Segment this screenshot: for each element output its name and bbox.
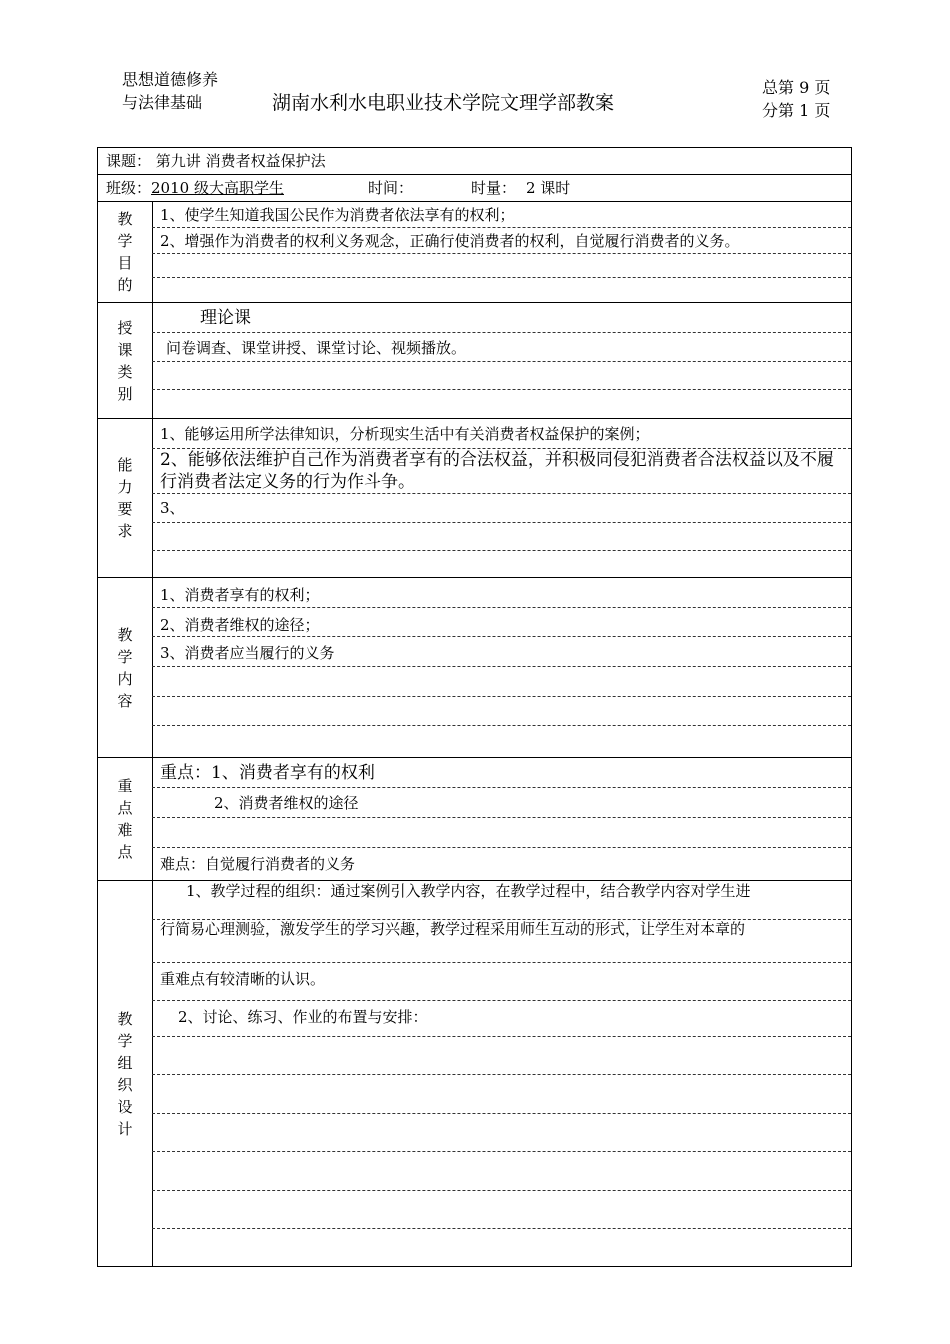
content-section bbox=[98, 578, 851, 758]
ability-line: 3、 bbox=[160, 499, 185, 517]
course-type-section bbox=[98, 303, 851, 419]
key-point-line: 2、消费者维权的途径 bbox=[214, 794, 359, 812]
class-row bbox=[98, 175, 851, 202]
objectives-section bbox=[98, 202, 851, 303]
topic-value: 第九讲 消费者权益保护法 bbox=[155, 152, 326, 170]
document-title: 湖南水利水电职业技术学院文理学部教案 bbox=[272, 92, 615, 114]
page-total: 总第 9 页 bbox=[762, 78, 831, 97]
design-section bbox=[98, 881, 851, 1267]
page-part: 分第 1 页 bbox=[762, 101, 831, 120]
design-label: 教学组织设计 bbox=[117, 1010, 133, 1138]
content-label: 教学内容 bbox=[117, 625, 133, 710]
key-points-label: 重点难点 bbox=[117, 777, 133, 861]
course-type-label: 授课类别 bbox=[117, 318, 133, 403]
topic-label: 课题： bbox=[106, 152, 152, 170]
difficult-point-line: 难点：自觉履行消费者的义务 bbox=[160, 855, 356, 873]
course-name: 思想道德修养与法律基础 bbox=[122, 70, 219, 112]
amount-value: 2 课时 bbox=[526, 179, 571, 197]
ability-line: 1、能够运用所学法律知识，分析现实生活中有关消费者权益保护的案例； bbox=[160, 425, 650, 443]
time-label: 时间： bbox=[368, 179, 414, 197]
content-line: 1、消费者享有的权利； bbox=[160, 586, 320, 604]
design-line: 重难点有较清晰的认识。 bbox=[160, 970, 326, 988]
amount-label: 时量： bbox=[471, 179, 517, 197]
lesson-plan-table bbox=[97, 147, 852, 1267]
page-numbers bbox=[762, 76, 830, 122]
ability-section bbox=[98, 419, 851, 578]
objectives-label: 教学目的 bbox=[117, 210, 133, 294]
ability-label: 能力要求 bbox=[117, 456, 133, 540]
class-value: 2010 级大高职学生 bbox=[151, 179, 284, 197]
design-line: 行简易心理测验，激发学生的学习兴趣，教学过程采用师生互动的形式，让学生对本章的 bbox=[160, 920, 746, 938]
key-point-line: 重点：1、消费者享有的权利 bbox=[160, 763, 375, 783]
design-line: 1、教学过程的组织：通过案例引入教学内容，在教学过程中，结合教学内容对学生进 bbox=[186, 882, 751, 900]
objective-line: 2、增强作为消费者的权利义务观念，正确行使消费者的权利，自觉履行消费者的义务。 bbox=[160, 232, 740, 250]
ability-line: 2、能够依法维护自己作为消费者享有的合法权益，并积极同侵犯消费者合法权益以及不履行消费者法定义务的行为作斗争。 bbox=[160, 450, 834, 492]
objective-line: 1、使学生知道我国公民作为消费者依法享有的权利； bbox=[160, 206, 515, 224]
design-line: 2、讨论、练习、作业的布置与安排： bbox=[178, 1008, 428, 1026]
course-type-line: 理论课 bbox=[200, 308, 251, 328]
topic-row bbox=[98, 148, 851, 175]
key-points-section bbox=[98, 758, 851, 881]
content-line: 3、消费者应当履行的义务 bbox=[160, 644, 335, 662]
class-label: 班级： bbox=[106, 179, 152, 197]
content-line: 2、消费者维权的途径； bbox=[160, 616, 320, 634]
course-method-line: 问卷调查、课堂讲授、课堂讨论、视频播放。 bbox=[166, 339, 467, 357]
